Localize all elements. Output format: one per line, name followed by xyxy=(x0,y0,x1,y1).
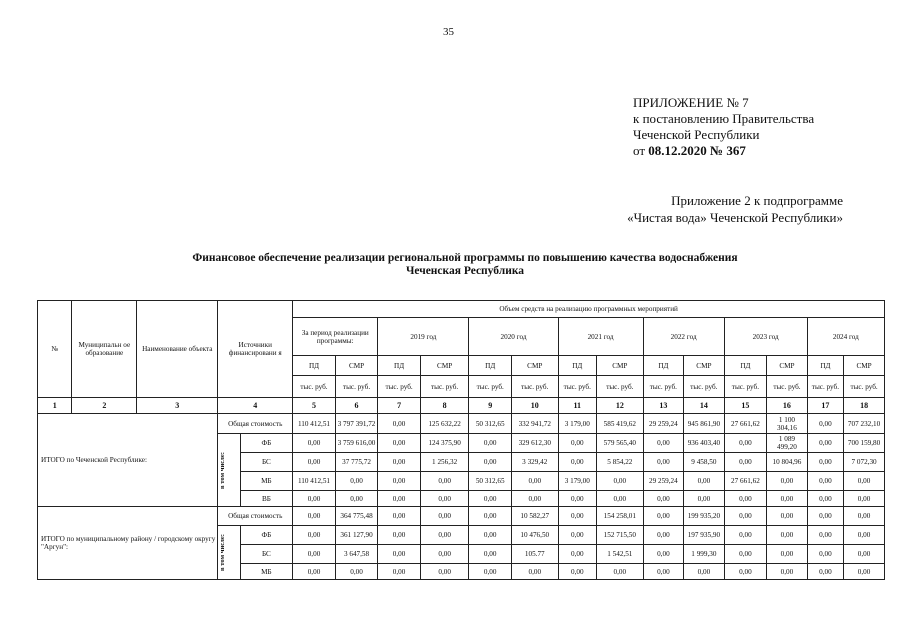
value-cell: 332 941,72 xyxy=(511,414,558,434)
value-cell: 0,00 xyxy=(469,526,512,545)
value-cell: 0,00 xyxy=(643,545,684,564)
appendix-line-4 xyxy=(633,143,814,159)
header-unit: тыс. руб. xyxy=(335,376,378,398)
header-unit: тыс. руб. xyxy=(469,376,512,398)
header-unit: тыс. руб. xyxy=(724,376,767,398)
document-title xyxy=(100,252,830,278)
value-cell: 110 412,51 xyxy=(293,414,336,434)
header-smr: СМР xyxy=(597,356,644,376)
value-cell: 0,00 xyxy=(807,472,843,491)
value-cell: 0,00 xyxy=(844,491,885,507)
value-cell: 27 661,62 xyxy=(724,472,767,491)
header-smr: СМР xyxy=(335,356,378,376)
value-cell: 124 375,90 xyxy=(420,434,469,453)
value-cell: 0,00 xyxy=(420,526,469,545)
column-number: 12 xyxy=(597,398,644,414)
page-number: 35 xyxy=(443,26,454,38)
header-smr: СМР xyxy=(511,356,558,376)
value-cell: 0,00 xyxy=(643,491,684,507)
value-cell: 0,00 xyxy=(558,545,596,564)
value-cell: 0,00 xyxy=(420,507,469,526)
value-cell: 0,00 xyxy=(511,564,558,580)
value-cell: 0,00 xyxy=(511,491,558,507)
source-total: Общая стоимость xyxy=(218,507,293,526)
header-unit: тыс. руб. xyxy=(684,376,725,398)
value-cell: 197 935,90 xyxy=(684,526,725,545)
value-cell: 154 258,01 xyxy=(597,507,644,526)
column-number: 13 xyxy=(643,398,684,414)
value-cell: 585 419,62 xyxy=(597,414,644,434)
value-cell: 0,00 xyxy=(469,453,512,472)
column-number: 5 xyxy=(293,398,336,414)
column-number: 9 xyxy=(469,398,512,414)
header-no: № xyxy=(38,301,72,398)
header-pd: ПД xyxy=(469,356,512,376)
value-cell: 0,00 xyxy=(807,507,843,526)
value-cell: 0,00 xyxy=(378,507,421,526)
source-total: Общая стоимость xyxy=(218,414,293,434)
header-unit: тыс. руб. xyxy=(643,376,684,398)
value-cell: 0,00 xyxy=(807,414,843,434)
header-unit: тыс. руб. xyxy=(807,376,843,398)
value-cell: 0,00 xyxy=(469,491,512,507)
value-cell: 0,00 xyxy=(767,526,808,545)
column-number: 17 xyxy=(807,398,843,414)
header-unit: тыс. руб. xyxy=(597,376,644,398)
value-cell: 0,00 xyxy=(684,564,725,580)
header-pd: ПД xyxy=(724,356,767,376)
value-cell: 0,00 xyxy=(767,564,808,580)
value-cell: 9 458,50 xyxy=(684,453,725,472)
including-label-cell xyxy=(218,434,240,507)
appendix-block xyxy=(633,95,814,159)
appendix-line-3: Чеченской Республики xyxy=(633,127,760,142)
value-cell: 0,00 xyxy=(469,434,512,453)
value-cell: 0,00 xyxy=(558,453,596,472)
value-cell: 364 775,48 xyxy=(335,507,378,526)
title-line-2: Чеченская Республика xyxy=(405,265,525,277)
value-cell: 199 935,20 xyxy=(684,507,725,526)
value-cell: 10 582,27 xyxy=(511,507,558,526)
value-cell: 936 403,40 xyxy=(684,434,725,453)
value-cell: 0,00 xyxy=(293,564,336,580)
source-code: БС xyxy=(240,453,293,472)
value-cell: 0,00 xyxy=(335,491,378,507)
value-cell: 0,00 xyxy=(378,491,421,507)
header-smr: СМР xyxy=(844,356,885,376)
value-cell: 110 412,51 xyxy=(293,472,336,491)
value-cell: 0,00 xyxy=(378,453,421,472)
appendix-line-1: ПРИЛОЖЕНИЕ № 7 xyxy=(633,95,749,110)
value-cell: 1 100 304,16 xyxy=(767,414,808,434)
header-2024: 2024 год xyxy=(807,318,884,356)
value-cell: 0,00 xyxy=(724,507,767,526)
value-cell: 700 159,80 xyxy=(844,434,885,453)
value-cell: 0,00 xyxy=(844,507,885,526)
header-smr: СМР xyxy=(420,356,469,376)
value-cell: 0,00 xyxy=(511,472,558,491)
including-label-cell xyxy=(218,526,240,580)
title-line-1: Финансовое обеспечение реализации региональной программы по повышению качества водоснабжения xyxy=(192,252,738,264)
value-cell: 0,00 xyxy=(293,453,336,472)
value-cell: 0,00 xyxy=(724,453,767,472)
header-unit: тыс. руб. xyxy=(844,376,885,398)
column-number: 4 xyxy=(218,398,293,414)
value-cell: 0,00 xyxy=(807,453,843,472)
header-unit: тыс. руб. xyxy=(558,376,596,398)
source-code: МБ xyxy=(240,564,293,580)
value-cell: 0,00 xyxy=(558,526,596,545)
header-pd: ПД xyxy=(807,356,843,376)
source-code: ФБ xyxy=(240,434,293,453)
value-cell: 0,00 xyxy=(844,526,885,545)
table-row xyxy=(38,507,885,526)
value-cell: 0,00 xyxy=(844,545,885,564)
value-cell: 0,00 xyxy=(293,507,336,526)
value-cell: 3 179,00 xyxy=(558,414,596,434)
value-cell: 0,00 xyxy=(643,526,684,545)
header-municipality: Муниципальн ое образование xyxy=(72,301,137,398)
value-cell: 0,00 xyxy=(558,434,596,453)
source-code: ВБ xyxy=(240,491,293,507)
table-row xyxy=(38,414,885,434)
header-pd: ПД xyxy=(293,356,336,376)
header-funds: Объем средств на реализацию программных мероприятий xyxy=(293,301,885,318)
appendix-line-2: к постановлению Правительства xyxy=(633,111,815,126)
value-cell: 0,00 xyxy=(335,472,378,491)
value-cell: 0,00 xyxy=(724,545,767,564)
header-pd: ПД xyxy=(643,356,684,376)
value-cell: 0,00 xyxy=(378,472,421,491)
value-cell: 0,00 xyxy=(767,507,808,526)
header-sources: Источники финансировани я xyxy=(218,301,293,398)
value-cell: 0,00 xyxy=(643,507,684,526)
value-cell: 0,00 xyxy=(558,507,596,526)
value-cell: 0,00 xyxy=(378,545,421,564)
value-cell: 10 476,50 xyxy=(511,526,558,545)
value-cell: 0,00 xyxy=(684,472,725,491)
value-cell: 361 127,90 xyxy=(335,526,378,545)
header-pd: ПД xyxy=(558,356,596,376)
value-cell: 0,00 xyxy=(420,491,469,507)
value-cell: 1 089 499,20 xyxy=(767,434,808,453)
value-cell: 3 329,42 xyxy=(511,453,558,472)
value-cell: 27 661,62 xyxy=(724,414,767,434)
subprogram-line-1: Приложение 2 к подпрограмме xyxy=(671,193,843,208)
value-cell: 329 612,30 xyxy=(511,434,558,453)
value-cell: 0,00 xyxy=(558,491,596,507)
financing-table xyxy=(37,300,885,580)
column-number: 15 xyxy=(724,398,767,414)
value-cell: 0,00 xyxy=(724,526,767,545)
value-cell: 1 999,30 xyxy=(684,545,725,564)
value-cell: 0,00 xyxy=(767,545,808,564)
column-number: 14 xyxy=(684,398,725,414)
value-cell: 0,00 xyxy=(597,472,644,491)
subprogram-line-2: «Чистая вода» Чеченской Республики» xyxy=(627,210,843,225)
subprogram-appendix xyxy=(627,192,843,226)
column-number: 3 xyxy=(137,398,218,414)
value-cell: 0,00 xyxy=(844,564,885,580)
value-cell: 0,00 xyxy=(724,564,767,580)
value-cell: 0,00 xyxy=(807,434,843,453)
value-cell: 945 861,90 xyxy=(684,414,725,434)
column-number: 1 xyxy=(38,398,72,414)
value-cell: 0,00 xyxy=(724,491,767,507)
header-period-total: За период реализации программы: xyxy=(293,318,378,356)
value-cell: 3 179,00 xyxy=(558,472,596,491)
value-cell: 3 797 391,72 xyxy=(335,414,378,434)
group-name: ИТОГО по Чеченской Республике: xyxy=(38,414,218,507)
value-cell: 0,00 xyxy=(469,545,512,564)
appendix-date-number: 08.12.2020 № 367 xyxy=(648,143,746,158)
column-number: 16 xyxy=(767,398,808,414)
value-cell: 0,00 xyxy=(767,472,808,491)
value-cell: 0,00 xyxy=(469,507,512,526)
value-cell: 0,00 xyxy=(807,545,843,564)
header-unit: тыс. руб. xyxy=(293,376,336,398)
header-2023: 2023 год xyxy=(724,318,807,356)
value-cell: 125 632,22 xyxy=(420,414,469,434)
value-cell: 0,00 xyxy=(420,545,469,564)
header-unit: тыс. руб. xyxy=(767,376,808,398)
value-cell: 105.77 xyxy=(511,545,558,564)
value-cell: 50 312,65 xyxy=(469,472,512,491)
column-number: 11 xyxy=(558,398,596,414)
header-smr: СМР xyxy=(684,356,725,376)
header-2022: 2022 год xyxy=(643,318,724,356)
header-pd: ПД xyxy=(378,356,421,376)
value-cell: 0,00 xyxy=(558,564,596,580)
value-cell: 0,00 xyxy=(420,564,469,580)
value-cell: 0,00 xyxy=(378,414,421,434)
value-cell: 0,00 xyxy=(597,491,644,507)
value-cell: 1 542,51 xyxy=(597,545,644,564)
header-unit: тыс. руб. xyxy=(511,376,558,398)
value-cell: 0,00 xyxy=(378,434,421,453)
column-number: 2 xyxy=(72,398,137,414)
value-cell: 37 775,72 xyxy=(335,453,378,472)
value-cell: 0,00 xyxy=(807,526,843,545)
value-cell: 0,00 xyxy=(767,491,808,507)
appendix-date-prefix: от xyxy=(633,143,649,158)
value-cell: 0,00 xyxy=(684,491,725,507)
header-2020: 2020 год xyxy=(469,318,558,356)
value-cell: 0,00 xyxy=(807,491,843,507)
value-cell: 0,00 xyxy=(724,434,767,453)
value-cell: 0,00 xyxy=(469,564,512,580)
value-cell: 579 565,40 xyxy=(597,434,644,453)
value-cell: 0,00 xyxy=(293,545,336,564)
value-cell: 0,00 xyxy=(293,434,336,453)
value-cell: 3 759 616,00 xyxy=(335,434,378,453)
source-code: БС xyxy=(240,545,293,564)
value-cell: 0,00 xyxy=(807,564,843,580)
column-number: 18 xyxy=(844,398,885,414)
header-2019: 2019 год xyxy=(378,318,469,356)
value-cell: 152 715,50 xyxy=(597,526,644,545)
header-smr: СМР xyxy=(767,356,808,376)
column-number: 6 xyxy=(335,398,378,414)
value-cell: 50 312,65 xyxy=(469,414,512,434)
value-cell: 7 072,30 xyxy=(844,453,885,472)
header-unit: тыс. руб. xyxy=(378,376,421,398)
value-cell: 0,00 xyxy=(643,564,684,580)
value-cell: 10 804,96 xyxy=(767,453,808,472)
including-label: в том числе: xyxy=(219,451,227,489)
source-code: МБ xyxy=(240,472,293,491)
group-name: ИТОГО по муниципальному району / городскому округу "Аргун": xyxy=(38,507,218,580)
column-number: 10 xyxy=(511,398,558,414)
column-number: 8 xyxy=(420,398,469,414)
value-cell: 707 232,10 xyxy=(844,414,885,434)
value-cell: 29 259,24 xyxy=(643,472,684,491)
value-cell: 1 256,32 xyxy=(420,453,469,472)
including-label: в том числе: xyxy=(219,534,227,571)
value-cell: 0,00 xyxy=(844,472,885,491)
value-cell: 29 259,24 xyxy=(643,414,684,434)
header-unit: тыс. руб. xyxy=(420,376,469,398)
source-code: ФБ xyxy=(240,526,293,545)
value-cell: 0,00 xyxy=(643,453,684,472)
value-cell: 0,00 xyxy=(597,564,644,580)
value-cell: 0,00 xyxy=(643,434,684,453)
column-number: 7 xyxy=(378,398,421,414)
header-object: Наименование объекта xyxy=(137,301,218,398)
value-cell: 5 854,22 xyxy=(597,453,644,472)
value-cell: 0,00 xyxy=(335,564,378,580)
value-cell: 0,00 xyxy=(420,472,469,491)
value-cell: 3 647,58 xyxy=(335,545,378,564)
value-cell: 0,00 xyxy=(378,526,421,545)
value-cell: 0,00 xyxy=(293,526,336,545)
value-cell: 0,00 xyxy=(293,491,336,507)
header-2021: 2021 год xyxy=(558,318,643,356)
value-cell: 0,00 xyxy=(378,564,421,580)
